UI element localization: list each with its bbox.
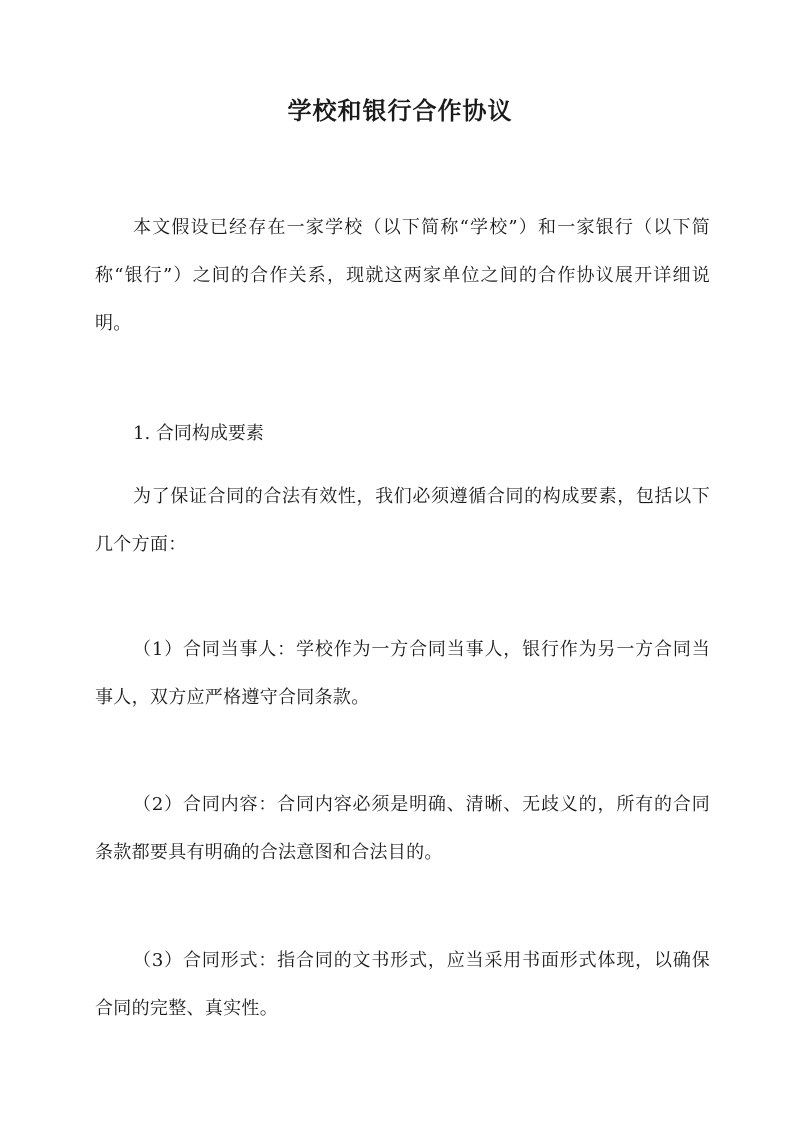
list-item: （2）合同内容：合同内容必须是明确、清晰、无歧义的，所有的合同条款都要具有明确的合法意图和合法目的。 [95,794,710,863]
intro-paragraph: 本文假设已经存在一家学校（以下简称“学校”）和一家银行（以下简称“银行”）之间的合作关系，现就这两家单位之间的合作协议展开详细说明。 [95,217,710,334]
document-title: 学校和银行合作协议 [287,96,513,125]
list-item: （1）合同当事人：学校作为一方合同当事人，银行作为另一方合同当事人，双方应严格遵守合同条款。 [95,639,710,708]
section-heading: 1. 合同构成要素 [133,423,264,444]
section-lead-paragraph: 为了保证合同的合法有效性，我们必须遵循合同的构成要素，包括以下几个方面： [95,486,710,555]
list-item: （3）合同形式：指合同的文书形式，应当采用书面形式体现，以确保合同的完整、真实性。 [95,950,710,1019]
